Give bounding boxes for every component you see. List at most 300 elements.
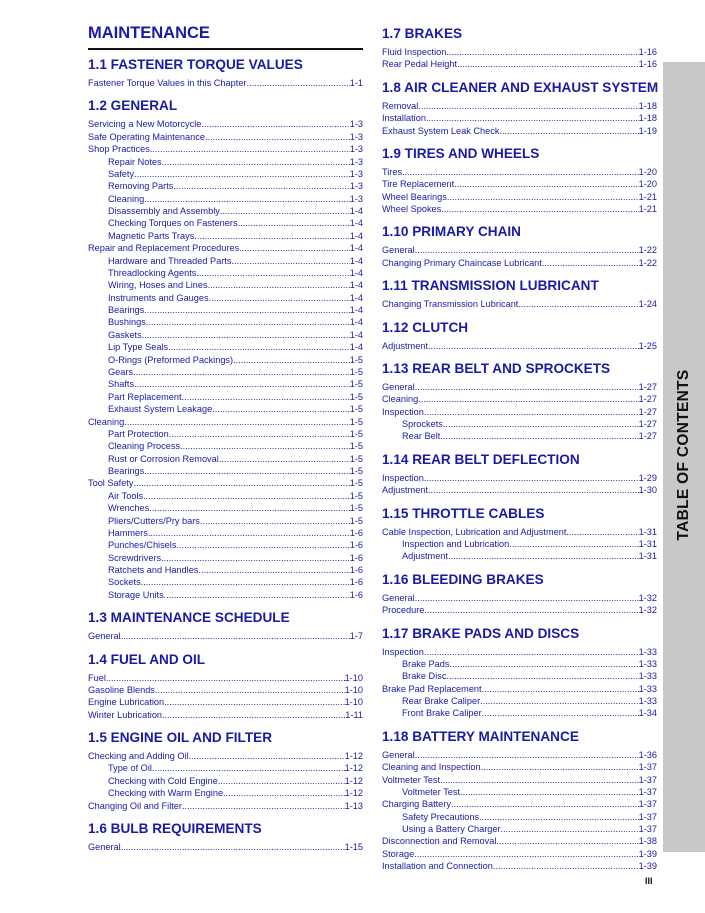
toc-entry[interactable] <box>382 484 657 496</box>
entry-title: Brake Pads <box>402 658 450 669</box>
dot-leader <box>247 77 350 89</box>
toc-subentry[interactable] <box>88 465 363 477</box>
entry-page-number: 1-21 <box>638 191 657 202</box>
toc-subentry[interactable] <box>382 670 657 682</box>
toc-subentry[interactable] <box>88 787 363 799</box>
dot-leader <box>446 46 638 58</box>
toc-subentry[interactable] <box>88 391 363 403</box>
chapter-title: MAINTENANCE <box>88 24 210 42</box>
toc-entry[interactable] <box>382 592 657 604</box>
dot-leader <box>134 378 350 390</box>
entry-title: Using a Battery Charger <box>402 824 501 835</box>
dot-leader <box>509 538 638 550</box>
entry-title: Hardware and Threaded Parts <box>108 255 232 266</box>
toc-entry[interactable] <box>88 477 363 489</box>
toc-subentry[interactable] <box>88 168 363 180</box>
entry-page-number: 1-18 <box>638 113 657 124</box>
toc-subentry[interactable] <box>88 267 363 279</box>
toc-entry[interactable] <box>88 841 363 853</box>
entry-page-number: 1-37 <box>638 824 657 835</box>
toc-subentry[interactable] <box>88 527 363 539</box>
dot-leader <box>124 416 349 428</box>
dot-leader <box>493 860 639 872</box>
toc-entry[interactable] <box>382 761 657 773</box>
toc-entry[interactable] <box>88 77 363 89</box>
dot-leader <box>182 391 350 403</box>
dot-leader <box>133 477 349 489</box>
entry-page-number: 1-4 <box>349 305 363 316</box>
dot-leader <box>223 787 345 799</box>
entry-title: General <box>382 749 415 760</box>
entry-page-number: 1-13 <box>344 800 363 811</box>
entry-page-number: 1-16 <box>638 47 657 57</box>
dot-leader <box>479 811 638 823</box>
entry-title: Gasoline Blends <box>88 684 155 695</box>
dot-leader <box>148 527 350 539</box>
entry-title: Ratchets and Handles <box>108 565 199 576</box>
toc-subentry[interactable] <box>88 576 363 588</box>
dot-leader <box>415 381 639 393</box>
entry-page-number: 1-37 <box>638 811 657 822</box>
entry-page-number: 1-3 <box>349 119 363 130</box>
dot-leader <box>448 550 639 562</box>
toc-entry[interactable] <box>382 178 657 190</box>
dot-leader <box>162 709 345 721</box>
section-heading[interactable]: 1.14 REAR BELT DEFLECTION <box>382 451 580 467</box>
entry-title: Part Protection <box>108 428 169 439</box>
toc-subentry[interactable] <box>88 193 363 205</box>
entry-title: Shafts <box>108 379 135 390</box>
entry-page-number: 1-4 <box>349 206 363 217</box>
entry-page-number: 1-5 <box>349 391 363 402</box>
toc-entry[interactable] <box>382 472 657 484</box>
entry-page-number: 1-5 <box>349 428 363 439</box>
entry-title: Front Brake Caliper <box>402 708 482 719</box>
section-heading[interactable]: 1.9 TIRES AND WHEELS <box>382 145 540 161</box>
toc-entry[interactable] <box>88 800 363 812</box>
toc-subentry[interactable] <box>88 156 363 168</box>
dot-leader <box>143 490 350 502</box>
toc-subentry[interactable] <box>382 550 657 562</box>
entry-title: Type of Oil <box>108 763 152 774</box>
entry-title: Installation and Connection <box>382 861 493 872</box>
entry-title: Changing Oil and Filter <box>88 800 182 811</box>
entry-title: Wrenches <box>108 503 150 514</box>
section-heading[interactable]: 1.15 THROTTLE CABLES <box>382 505 545 521</box>
entry-page-number: 1-16 <box>638 59 657 70</box>
toc-subentry[interactable] <box>88 440 363 452</box>
toc-subentry[interactable] <box>88 403 363 415</box>
entry-page-number: 1-4 <box>349 218 363 229</box>
entry-title: Instruments and Gauges <box>108 292 209 303</box>
entry-title: Tires <box>382 166 403 177</box>
dot-leader <box>518 298 638 310</box>
dot-leader <box>428 340 639 352</box>
toc-subentry[interactable] <box>382 538 657 550</box>
entry-title: Disassembly and Assembly <box>108 206 220 217</box>
dot-leader <box>161 552 350 564</box>
toc-subentry[interactable] <box>88 589 363 601</box>
toc-subentry[interactable] <box>88 502 363 514</box>
entry-title: Hammers <box>108 527 148 538</box>
entry-title: O-Rings (Preformed Packings) <box>108 354 234 365</box>
entry-title: Part Replacement <box>108 391 182 402</box>
section-heading[interactable]: 1.8 AIR CLEANER AND EXHAUST SYSTEM <box>382 79 659 95</box>
entry-page-number: 1-6 <box>349 577 363 588</box>
entry-page-number: 1-6 <box>349 527 363 538</box>
dot-leader <box>189 750 345 762</box>
entry-title: General <box>382 592 415 603</box>
entry-page-number: 1-20 <box>638 166 657 177</box>
toc-subentry[interactable] <box>88 341 363 353</box>
entry-page-number: 1-29 <box>638 472 657 483</box>
dot-leader <box>180 440 350 452</box>
entry-title: Cleaning <box>88 416 125 427</box>
toc-entry[interactable] <box>382 860 657 872</box>
entry-page-number: 1-19 <box>638 125 657 136</box>
entry-page-number: 1-5 <box>349 416 363 427</box>
entry-title: Adjustment <box>382 340 428 351</box>
entry-title: Gears <box>108 366 134 377</box>
entry-page-number: 1-37 <box>638 799 657 810</box>
entry-title: Charging Battery <box>382 799 451 810</box>
toc-subentry[interactable] <box>88 230 363 242</box>
toc-entry[interactable] <box>88 118 363 130</box>
entry-title: Repair Notes <box>108 156 162 167</box>
toc-subentry[interactable] <box>88 453 363 465</box>
entry-page-number: 1-38 <box>638 836 657 847</box>
toc-entry[interactable] <box>88 750 363 762</box>
dot-leader <box>164 589 350 601</box>
toc-subentry[interactable] <box>88 564 363 576</box>
dot-leader <box>238 217 350 229</box>
entry-page-number: 1-5 <box>349 466 363 477</box>
entry-page-number: 1-10 <box>344 697 363 708</box>
entry-page-number: 1-10 <box>344 684 363 695</box>
entry-page-number: 1-27 <box>638 431 657 442</box>
entry-page-number: 1-39 <box>638 861 657 872</box>
entry-page-number: 1-3 <box>349 156 363 167</box>
dot-leader <box>121 841 345 853</box>
dot-leader <box>150 143 350 155</box>
entry-page-number: 1-24 <box>638 299 657 310</box>
toc-subentry[interactable] <box>88 205 363 217</box>
entry-page-number: 1-5 <box>349 379 363 390</box>
toc-entry[interactable] <box>382 298 657 310</box>
entry-page-number: 1-6 <box>349 552 363 563</box>
dot-leader <box>482 683 639 695</box>
entry-page-number: 1-4 <box>349 230 363 241</box>
entry-title: Rear Brake Caliper <box>402 696 481 707</box>
dot-leader <box>134 168 350 180</box>
toc-subentry[interactable] <box>88 354 363 366</box>
entry-page-number: 1-12 <box>344 788 363 799</box>
toc-entry[interactable] <box>88 416 363 428</box>
entry-page-number: 1-4 <box>349 243 363 254</box>
entry-page-number: 1-37 <box>638 762 657 773</box>
section-heading[interactable]: 1.3 MAINTENANCE SCHEDULE <box>88 610 290 626</box>
toc-subentry[interactable] <box>382 695 657 707</box>
entry-page-number: 1-6 <box>349 565 363 576</box>
dot-leader <box>440 774 639 786</box>
toc-entry[interactable] <box>88 672 363 684</box>
toc-subentry[interactable] <box>88 539 363 551</box>
toc-entry[interactable] <box>382 257 657 269</box>
section-heading[interactable]: 1.6 BULB REQUIREMENTS <box>88 821 262 836</box>
entry-page-number: 1-15 <box>344 842 363 852</box>
toc-entry[interactable] <box>382 191 657 203</box>
toc-entry[interactable] <box>88 696 363 708</box>
toc-subentry[interactable] <box>382 658 657 670</box>
entry-title: Winter Lubrication <box>88 709 163 720</box>
dot-leader <box>424 604 638 616</box>
toc-entry[interactable] <box>382 100 657 112</box>
entry-page-number: 1-4 <box>349 255 363 266</box>
entry-title: Removal <box>382 100 419 111</box>
toc-subentry[interactable] <box>382 786 657 798</box>
dot-leader <box>566 526 638 538</box>
dot-leader <box>164 696 345 708</box>
dot-leader <box>182 800 345 812</box>
entry-page-number: 1-5 <box>349 441 363 452</box>
entry-page-number: 1-27 <box>638 394 657 405</box>
dot-leader <box>219 453 350 465</box>
toc-entry[interactable] <box>88 684 363 696</box>
toc-subentry[interactable] <box>88 304 363 316</box>
entry-title: Magnetic Parts Trays <box>108 230 195 241</box>
entry-title: Rear Pedal Height <box>382 59 458 70</box>
toc-entry[interactable] <box>382 58 657 70</box>
toc-entry[interactable] <box>88 131 363 143</box>
entry-page-number: 1-36 <box>638 749 657 760</box>
toc-entry[interactable] <box>382 406 657 418</box>
section-heading[interactable]: 1.10 PRIMARY CHAIN <box>382 224 521 240</box>
entry-page-number: 1-5 <box>349 515 363 526</box>
toc-subentry[interactable] <box>88 255 363 267</box>
dot-leader <box>424 472 639 484</box>
toc-entry[interactable] <box>382 683 657 695</box>
entry-page-number: 1-12 <box>344 775 363 786</box>
entry-page-number: 1-3 <box>349 181 363 192</box>
entry-title: Checking with Warm Engine <box>108 788 224 799</box>
dot-leader <box>418 100 638 112</box>
entry-page-number: 1-31 <box>638 538 657 549</box>
entry-title: Changing Primary Chaincase Lubricant <box>382 257 542 268</box>
dot-leader <box>198 564 349 576</box>
toc-entry[interactable] <box>382 244 657 256</box>
toc-subentry[interactable] <box>382 430 657 442</box>
toc-subentry[interactable] <box>382 823 657 835</box>
dot-leader <box>542 257 639 269</box>
toc-entry[interactable] <box>88 630 363 642</box>
entry-title: Brake Pad Replacement <box>382 683 482 694</box>
entry-page-number: 1-4 <box>349 342 363 353</box>
section-heading[interactable]: 1.11 TRANSMISSION LUBRICANT <box>382 278 599 294</box>
toc-entry[interactable] <box>382 749 657 761</box>
entry-title: Checking and Adding Oil <box>88 751 189 762</box>
entry-page-number: 1-10 <box>344 672 363 683</box>
toc-subentry[interactable] <box>88 762 363 774</box>
dot-leader <box>233 354 350 366</box>
entry-title: Voltmeter Test <box>382 774 441 785</box>
toc-subentry[interactable] <box>88 217 363 229</box>
section-heading[interactable]: 1.7 BRAKES <box>382 26 463 41</box>
toc-entry[interactable] <box>382 381 657 393</box>
entry-page-number: 1-5 <box>349 453 363 464</box>
entry-title: Safe Operating Maintenance <box>88 131 205 142</box>
dot-leader <box>480 695 638 707</box>
toc-entry[interactable] <box>382 646 657 658</box>
entry-title: Lip Type Seals <box>108 342 169 353</box>
entry-page-number: 1-3 <box>349 144 363 155</box>
entry-title: Exhaust System Leakage <box>108 404 213 415</box>
entry-page-number: 1-4 <box>349 292 363 303</box>
dot-leader <box>496 835 638 847</box>
entry-page-number: 1-5 <box>349 478 363 489</box>
entry-title: Procedure <box>382 605 425 616</box>
entry-title: Gaskets <box>108 329 142 340</box>
dot-leader <box>499 125 638 137</box>
entry-title: Pliers/Cutters/Pry bars <box>108 515 200 526</box>
toc-entry[interactable] <box>88 709 363 721</box>
dot-leader <box>443 418 639 430</box>
section-heading[interactable]: 1.4 FUEL AND OIL <box>88 651 206 667</box>
toc-entry[interactable] <box>382 393 657 405</box>
toc-subentry[interactable] <box>88 775 363 787</box>
entry-title: General <box>88 631 121 642</box>
toc-entry[interactable] <box>382 526 657 538</box>
entry-page-number: 1-3 <box>349 131 363 142</box>
dot-leader <box>146 316 350 328</box>
entry-page-number: 1-4 <box>349 317 363 328</box>
toc-subentry[interactable] <box>88 552 363 564</box>
entry-page-number: 1-32 <box>638 592 657 603</box>
entry-page-number: 1-27 <box>638 381 657 392</box>
entry-title: Shop Practices <box>88 144 150 155</box>
dot-leader <box>144 465 349 477</box>
toc-entry[interactable] <box>382 835 657 847</box>
toc-subentry[interactable] <box>382 418 657 430</box>
section-heading[interactable]: 1.17 BRAKE PADS AND DISCS <box>382 625 580 641</box>
dot-leader <box>173 180 349 192</box>
section-heading[interactable]: 1.16 BLEEDING BRAKES <box>382 571 544 587</box>
section-heading[interactable]: 1.1 FASTENER TORQUE VALUES <box>88 57 303 72</box>
toc-subentry[interactable] <box>382 811 657 823</box>
entry-page-number: 1-33 <box>638 683 657 694</box>
dot-leader <box>106 672 345 684</box>
entry-title: Changing Transmission Lubricant <box>382 299 519 310</box>
title-rule <box>88 48 363 50</box>
toc-subentry[interactable] <box>88 279 363 291</box>
entry-title: Tool Safety <box>88 478 134 489</box>
entry-page-number: 1-4 <box>349 329 363 340</box>
toc-subentry[interactable] <box>382 707 657 719</box>
entry-page-number: 1-30 <box>638 485 657 496</box>
entry-page-number: 1-5 <box>349 404 363 415</box>
toc-entry[interactable] <box>382 166 657 178</box>
dot-leader <box>209 292 350 304</box>
dot-leader <box>415 592 639 604</box>
toc-subentry[interactable] <box>88 180 363 192</box>
toc-subentry[interactable] <box>88 329 363 341</box>
dot-leader <box>142 329 350 341</box>
entry-page-number: 1-33 <box>638 646 657 657</box>
toc-entry[interactable] <box>382 774 657 786</box>
toc-entry[interactable] <box>382 203 657 215</box>
entry-title: Wheel Spokes <box>382 204 442 215</box>
entry-page-number: 1-3 <box>349 193 363 204</box>
dot-leader <box>152 762 345 774</box>
entry-title: Wiring, Hoses and Lines <box>108 280 208 291</box>
dot-leader <box>440 430 638 442</box>
entry-title: Cleaning Process <box>108 441 181 452</box>
dot-leader <box>194 230 349 242</box>
toc-subentry[interactable] <box>88 292 363 304</box>
dot-leader <box>451 798 639 810</box>
entry-title: Screwdrivers <box>108 552 162 563</box>
toc-subentry[interactable] <box>88 366 363 378</box>
entry-page-number: 1-18 <box>638 100 657 111</box>
entry-page-number: 1-4 <box>349 280 363 291</box>
entry-page-number: 1-31 <box>638 551 657 562</box>
dot-leader <box>205 131 350 143</box>
entry-title: Brake Disc <box>402 671 447 682</box>
section-heading[interactable]: 1.2 GENERAL <box>88 98 178 114</box>
toc-entry[interactable] <box>382 46 657 58</box>
dot-leader <box>447 191 639 203</box>
section-heading[interactable]: 1.12 CLUTCH <box>382 319 469 335</box>
toc-subentry[interactable] <box>88 316 363 328</box>
toc-entry[interactable] <box>382 798 657 810</box>
entry-page-number: 1-3 <box>349 168 363 179</box>
toc-subentry[interactable] <box>88 378 363 390</box>
entry-title: Cleaning <box>382 394 419 405</box>
section-heading[interactable]: 1.18 BATTERY MAINTENANCE <box>382 728 579 744</box>
dot-leader <box>415 244 639 256</box>
toc-subentry[interactable] <box>88 490 363 502</box>
section-heading[interactable]: 1.5 ENGINE OIL AND FILTER <box>88 730 273 746</box>
section-heading[interactable]: 1.13 REAR BELT AND SPROCKETS <box>382 360 611 376</box>
entry-page-number: 1-32 <box>638 605 657 616</box>
entry-title: Fluid Inspection <box>382 47 447 57</box>
entry-title: Cleaning <box>108 193 145 204</box>
toc-subentry[interactable] <box>88 428 363 440</box>
page-number: III <box>645 876 653 886</box>
toc-entry[interactable] <box>88 242 363 254</box>
dot-leader <box>426 112 639 124</box>
entry-title: Sprockets <box>402 419 443 430</box>
toc-entry[interactable] <box>382 125 657 137</box>
entry-title: Inspection <box>382 646 424 657</box>
dot-leader <box>176 539 349 551</box>
dot-leader <box>201 118 349 130</box>
toc-entry[interactable] <box>382 604 657 616</box>
toc-entry[interactable] <box>382 112 657 124</box>
entry-page-number: 1-1 <box>349 78 363 88</box>
entry-title: Bearings <box>108 466 145 477</box>
dot-leader <box>231 255 349 267</box>
toc-entry[interactable] <box>382 848 657 860</box>
dot-leader <box>450 658 639 670</box>
toc-entry[interactable] <box>88 143 363 155</box>
dot-leader <box>144 193 349 205</box>
toc-subentry[interactable] <box>88 515 363 527</box>
toc-entry[interactable] <box>382 340 657 352</box>
entry-title: Installation <box>382 113 426 124</box>
entry-title: Bushings <box>108 317 146 328</box>
entry-title: General <box>382 245 415 256</box>
entry-title: Fastener Torque Values in this Chapter <box>88 78 247 88</box>
